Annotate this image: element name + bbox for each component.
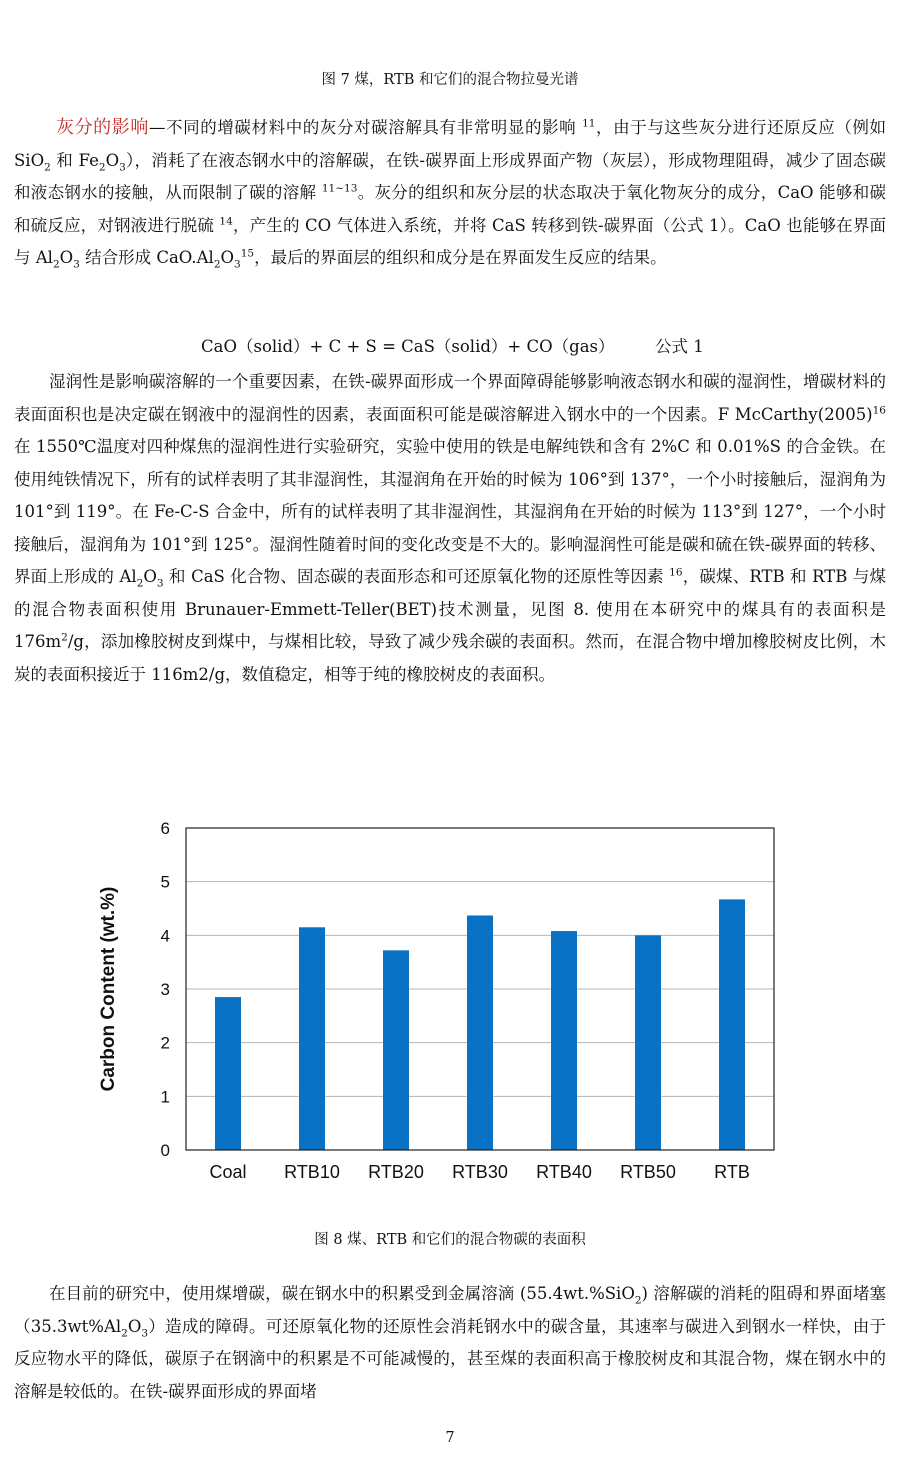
text: 在 1550℃温度对四种煤焦的湿润性进行实验研究，实验中使用的铁是电解纯铁和含有 2%C 和 0.01%S 的合金铁。在使用纯铁情况下，所有的试样表明了其非湿润性，其湿润角在开始的时候为 106°到 137°，一个小时接触后，湿润角为 101°到 119°。在 Fe-C-S 合金中，所有的试样表明了其非湿润性，其湿润角在开始的时候为 113°到 127°，一个小时接触后，湿润角为 101°到 125°。湿润性随着时间的变化改变是不大的。影响湿润性可能是碳和硫在铁-碳界面的转移、界面上形成的 Al xyxy=(14,437,886,586)
bar xyxy=(383,950,409,1150)
y-tick-label: 5 xyxy=(160,872,170,892)
paragraph-wettability xyxy=(14,366,886,691)
text: 和 Fe xyxy=(50,150,99,170)
text: O xyxy=(59,248,74,267)
paragraph-ash-effect xyxy=(14,112,886,275)
bar xyxy=(215,997,241,1150)
bar xyxy=(299,927,325,1150)
bar xyxy=(635,935,661,1150)
text: O xyxy=(127,1316,142,1336)
text: O xyxy=(143,567,157,586)
text: 。灰分的组织和灰分层的状态取决于氧化物灰分的成分，CaO 能够和碳和硫反应，对钢液进行脱硫 xyxy=(14,183,887,235)
bar xyxy=(467,915,493,1150)
text: ），消耗了在液态钢水中的溶解碳，在铁-碳界面上形成界面产物（灰层），形成物理阻碍，减少了固态碳和液态钢水的接触，从而限制了碳的溶解 xyxy=(14,150,886,202)
text: 湿润性是影响碳溶解的一个重要因素，在铁-碳界面形成一个界面障碍能够影响液态钢水和碳的湿润性，增碳材料的表面面积也是决定碳在钢液中的湿润性的因素，表面面积可能是碳溶解进入钢水中的一个因素。F McCarthy(2005) xyxy=(14,372,886,424)
x-tick-label: RTB20 xyxy=(368,1162,424,1182)
text: ）造成的障碍。可还原氧化物的还原性会消耗钢水中的碳含量，其速率与碳进入到钢水一样快，由于反应物水平的降低，碳原子在钢滴中的积累是不可能减慢的，甚至煤的表面积高于橡胶树皮和其混合物，煤在钢水中的溶解是较低的。在铁-碳界面形成的界面堵 xyxy=(14,1316,886,1401)
text: /g，添加橡胶树皮到煤中，与煤相比较，导致了减少残余碳的表面积。然而，在混合物中增加橡胶树皮比例，木炭的表面积接近于 116m2/g，数值稳定，相等于纯的橡胶树皮的表面积。 xyxy=(14,632,886,684)
figure-7-caption: 图 7 煤，RTB 和它们的混合物拉曼光谱 xyxy=(321,72,579,88)
x-tick-label: RTB10 xyxy=(284,1162,340,1182)
subscript: 2 xyxy=(44,160,51,173)
text: 在目前的研究中，使用煤增碳，碳在钢水中的积累受到金属溶滴 (55.4wt.%SiO xyxy=(49,1284,635,1303)
equation-text: CaO（solid）+ C + S = CaS（solid）+ CO（gas） xyxy=(201,337,615,356)
citation: 16 xyxy=(669,566,683,579)
subscript: 3 xyxy=(141,1326,149,1339)
subscript: 2 xyxy=(98,160,106,173)
citation: 15 xyxy=(240,247,255,260)
x-tick-label: RTB30 xyxy=(452,1162,508,1182)
y-tick-label: 0 xyxy=(160,1141,170,1160)
page-number: 7 xyxy=(445,1430,455,1446)
text: ，由于与这些灰分进行还原反应（例如 SiO xyxy=(14,118,887,170)
citation: 11~13 xyxy=(321,182,358,195)
y-tick-label: 1 xyxy=(160,1087,170,1107)
text: ，碳煤、RTB 和 RTB 与煤的混合物表面积使用 Brunauer-Emmett-Teller(BET)技术测量，见图 8. 使用在本研究中的煤具有的表面积是 176m xyxy=(14,567,886,651)
section-heading-ash-effect: 灰分的影响 xyxy=(56,117,149,138)
citation: 16 xyxy=(872,404,886,416)
x-tick-label: RTB50 xyxy=(620,1162,676,1182)
y-tick-label: 4 xyxy=(160,926,170,946)
subscript: 2 xyxy=(121,1326,128,1339)
y-tick-label: 2 xyxy=(160,1033,170,1053)
subscript: 3 xyxy=(73,258,80,271)
subscript: 2 xyxy=(52,258,60,271)
subscript: 3 xyxy=(234,258,241,271)
bar-chart-svg xyxy=(80,810,800,1190)
text: O xyxy=(220,248,235,267)
y-tick-label: 3 xyxy=(160,980,170,999)
subscript: 2 xyxy=(634,1294,642,1307)
bar xyxy=(719,899,745,1150)
text: 结合形成 CaO.Al xyxy=(79,248,214,267)
subscript: 3 xyxy=(119,160,126,173)
x-tick-label: RTB xyxy=(714,1162,750,1182)
text: 和 CaS 化合物、固态碳的表面形态和可还原氧化物的还原性等因素 xyxy=(163,567,670,586)
subscript: 2 xyxy=(213,258,221,271)
x-tick-label: Coal xyxy=(209,1162,247,1182)
text: —不同的增碳材料中的灰分对碳溶解具有非常明显的影响 xyxy=(148,118,583,137)
figure-8-chart xyxy=(80,810,800,1190)
text: ，最后的界面层的组织和成分是在界面发生反应的结果。 xyxy=(254,248,667,267)
superscript: 2 xyxy=(61,631,68,644)
y-tick-label: 6 xyxy=(160,819,170,838)
subscript: 2 xyxy=(136,577,144,590)
paragraph-current-study xyxy=(14,1278,886,1408)
citation: 14 xyxy=(219,215,233,227)
y-axis-label: Carbon Content (wt.%) xyxy=(98,886,119,1092)
bar xyxy=(551,931,577,1150)
text: O xyxy=(105,150,120,170)
equation-label: 公式 1 xyxy=(655,337,704,356)
text: ) 溶解碳的消耗的阻碍和界面堵塞（35.3wt%Al xyxy=(14,1284,886,1336)
subscript: 3 xyxy=(156,577,164,590)
text: ，产生的 CO 气体进入系统，并将 CaS 转移到铁-碳界面（公式 1）。CaO 也能够在界面与 Al xyxy=(14,215,886,267)
figure-8-caption: 图 8 煤、RTB 和它们的混合物碳的表面积 xyxy=(314,1232,586,1248)
citation: 11 xyxy=(582,117,596,130)
x-tick-label: RTB40 xyxy=(536,1162,592,1182)
